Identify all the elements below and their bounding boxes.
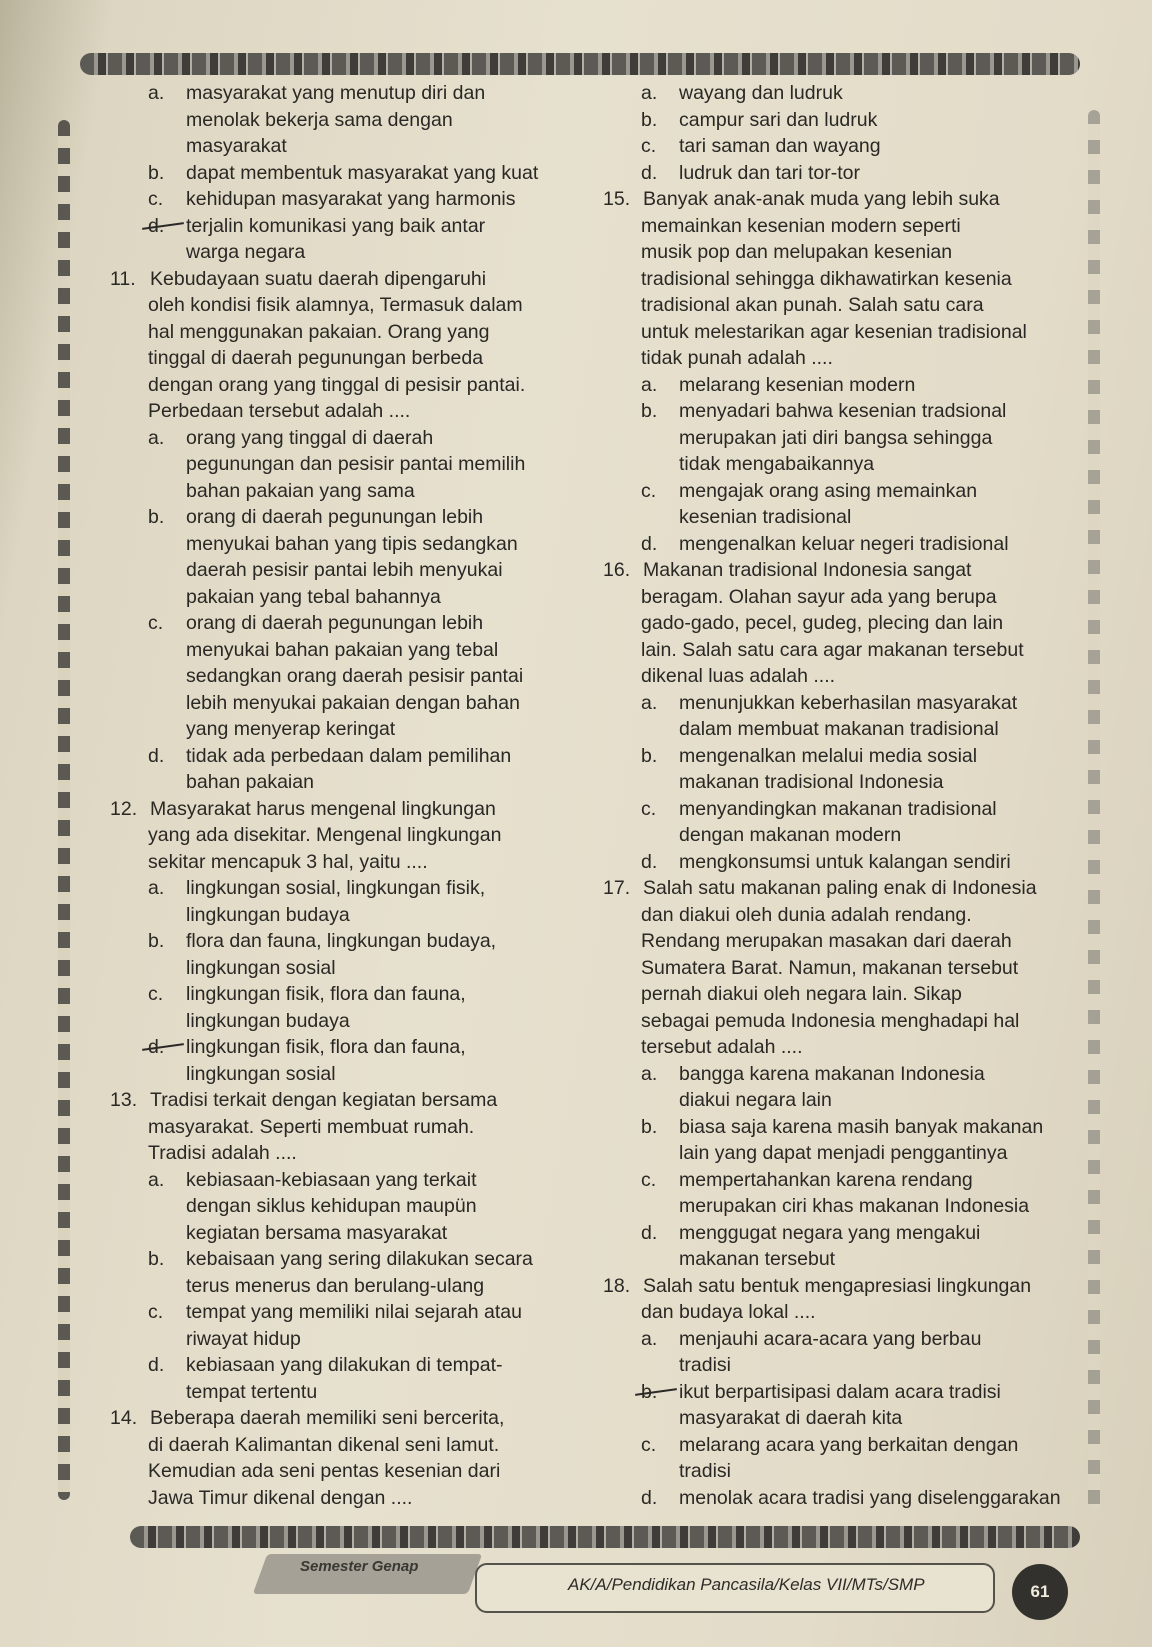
option-letter: d. — [641, 161, 658, 184]
question-text-line: dikenal luas adalah .... — [641, 665, 836, 687]
option-letter: b. — [148, 930, 165, 952]
option-text: campur sari dan ludruk — [679, 108, 878, 131]
answer-option — [603, 80, 1088, 107]
option-text-line: kesenian tradisional — [679, 506, 852, 528]
option-text: wayang dan ludruk — [679, 82, 843, 104]
right-column — [603, 80, 1088, 1511]
answer-option — [110, 213, 580, 240]
answer-option — [603, 372, 1088, 399]
question-text: Makanan tradisional Indonesia sangat — [643, 559, 972, 581]
option-letter: d. — [641, 850, 658, 873]
option-text: lingkungan fisik, flora dan fauna, — [186, 983, 466, 1005]
option-letter: a. — [641, 82, 658, 104]
option-letter: d. — [641, 1486, 658, 1509]
option-text-line: masyarakat — [186, 135, 287, 157]
option-letter: b. — [641, 744, 658, 767]
question-text: Salah satu makanan paling enak di Indonesia — [643, 877, 1037, 899]
option-text-line: daerah pesisir pantai lebih menyukai — [186, 559, 503, 581]
question-text-line: yang ada disekitar. Mengenal lingkungan — [148, 824, 502, 846]
question-text-line: untuk melestarikan agar kesenian tradisional — [641, 320, 1027, 343]
answer-option — [110, 425, 580, 452]
answer-option — [603, 1326, 1088, 1353]
answer-option — [110, 504, 580, 531]
answer-option — [110, 875, 580, 902]
option-letter: a. — [148, 82, 165, 104]
option-text: mempertahankan karena rendang — [679, 1168, 973, 1191]
question-text-line: Tradisi adalah .... — [148, 1142, 297, 1164]
option-letter: c. — [641, 135, 657, 157]
answer-option — [603, 1379, 1088, 1406]
question-text-line: Jawa Timur dikenal dengan .... — [148, 1486, 413, 1509]
option-letter: c. — [148, 188, 164, 210]
answer-option — [603, 107, 1088, 134]
option-letter: b. — [148, 1248, 165, 1270]
question-line — [603, 557, 1088, 584]
option-text: kebiasaan-kebiasaan yang terkait — [186, 1168, 477, 1191]
question-text-line: hal menggunakan pakaian. Orang yang — [148, 320, 490, 343]
question-text-line: dengan orang yang tinggal di pesisir pantai. — [148, 373, 526, 396]
question-number: 12. — [110, 797, 138, 820]
option-text-line: masyarakat di daerah kita — [679, 1407, 903, 1429]
option-letter: b. — [641, 400, 658, 422]
option-letter: b. — [641, 108, 658, 131]
question-number: 14. — [110, 1407, 138, 1429]
option-letter: d. — [148, 744, 165, 767]
question-text-line: gado-gado, pecel, gudeg, plecing dan lain — [641, 612, 1004, 634]
option-text-line: dengan siklus kehidupan maupün — [186, 1195, 477, 1217]
option-letter: c. — [148, 612, 164, 634]
option-text-line: sedangkan orang daerah pesisir pantai — [186, 665, 524, 687]
option-letter: a. — [148, 877, 165, 899]
question-text: Kebudayaan suatu daerah dipengaruhi — [150, 267, 487, 290]
option-letter: d. — [148, 1354, 165, 1376]
question-line — [603, 875, 1088, 902]
option-text: orang yang tinggal di daerah — [186, 426, 434, 449]
question-line — [110, 796, 580, 823]
question-line — [110, 266, 580, 293]
answer-option — [603, 1432, 1088, 1459]
question-text: Salah satu bentuk mengapresiasi lingkungan — [643, 1274, 1032, 1297]
question-text-line: memainkan kesenian modern seperti — [641, 214, 961, 237]
question-text-line: sebagai pemuda Indonesia menghadapi hal — [641, 1009, 1020, 1032]
question-text-line: tidak punah adalah .... — [641, 347, 833, 369]
option-text-line: lingkungan sosial — [186, 956, 336, 979]
question-number: 17. — [603, 877, 631, 899]
option-text-line: lain yang dapat menjadi penggantinya — [679, 1142, 1008, 1164]
question-text-line: pernah diakui oleh negara lain. Sikap — [641, 983, 962, 1005]
question-text-line: Kemudian ada seni pentas kesenian dari — [148, 1460, 501, 1482]
answer-option — [603, 478, 1088, 505]
answer-option — [603, 1114, 1088, 1141]
option-letter: b. — [641, 1115, 658, 1138]
top-spiral-binding — [80, 53, 1080, 75]
crossed-option-letter: d. — [148, 213, 186, 240]
option-text: lingkungan sosial, lingkungan fisik, — [186, 877, 486, 899]
option-letter: c. — [148, 1301, 164, 1323]
question-line — [603, 186, 1088, 213]
question-number: 18. — [603, 1274, 631, 1297]
question-number: 16. — [603, 559, 631, 581]
question-text-line: tinggal di daerah pegunungan berbeda — [148, 347, 484, 369]
option-letter: a. — [641, 1062, 658, 1085]
answer-option — [110, 928, 580, 955]
book-title: AK/A/Pendidikan Pancasila/Kelas VII/MTs/SMP — [568, 1575, 925, 1594]
question-text-line: beragam. Olahan sayur ada yang berupa — [641, 585, 997, 608]
crossed-option-letter: d. — [148, 1034, 186, 1061]
question-text-line: lain. Salah satu cara agar makanan tersebut — [641, 638, 1024, 661]
question-line — [110, 1087, 580, 1114]
option-text: terjalin komunikasi yang baik antar — [186, 214, 486, 237]
answer-option — [110, 160, 580, 187]
question-text-line: tradisional sehingga dikhawatirkan kesenia — [641, 267, 1012, 290]
answer-option — [603, 531, 1088, 558]
option-letter: c. — [148, 983, 164, 1005]
option-text: flora dan fauna, lingkungan budaya, — [186, 930, 497, 952]
answer-option — [603, 398, 1088, 425]
answer-option — [110, 743, 580, 770]
question-text-line: sekitar mencapuk 3 hal, yaitu .... — [148, 850, 428, 873]
option-text: menggugat negara yang mengakui — [679, 1221, 981, 1244]
option-text-line: makanan tradisional Indonesia — [679, 771, 944, 793]
option-text-line: lebih menyukai pakaian dengan bahan — [186, 691, 520, 714]
answer-option — [110, 1167, 580, 1194]
option-text-line: bahan pakaian yang sama — [186, 479, 415, 502]
option-letter: a. — [641, 373, 658, 396]
option-letter: c. — [641, 479, 657, 502]
option-text-line: tempat tertentu — [186, 1380, 318, 1403]
option-text-line: lingkungan sosial — [186, 1062, 336, 1085]
answer-option — [110, 1034, 580, 1061]
left-ring-holes — [58, 120, 70, 1500]
option-text: orang di daerah pegunungan lebih — [186, 506, 484, 528]
option-text: menolak acara tradisi yang diselenggarakan — [679, 1486, 1061, 1509]
option-text-line: tidak mengabaikannya — [679, 453, 875, 475]
question-text-line: Rendang merupakan masakan dari daerah — [641, 930, 1012, 952]
option-text-line: lingkungan budaya — [186, 1009, 350, 1032]
option-text: ikut berpartisipasi dalam acara tradisi — [679, 1380, 1001, 1403]
answer-option — [110, 981, 580, 1008]
answer-option — [110, 80, 580, 107]
right-ring-holes — [1088, 110, 1100, 1510]
option-text-line: warga negara — [186, 241, 306, 263]
option-text: menyandingkan makanan tradisional — [679, 797, 997, 820]
crossed-option-letter: b. — [641, 1379, 679, 1406]
option-text: mengenalkan melalui media sosial — [679, 744, 978, 767]
option-text: mengenalkan keluar negeri tradisional — [679, 532, 1009, 555]
option-letter: c. — [641, 1433, 657, 1456]
option-text: biasa saja karena masih banyak makanan — [679, 1115, 1044, 1138]
option-text: kebaisaan yang sering dilakukan secara — [186, 1248, 533, 1270]
question-text: Banyak anak-anak muda yang lebih suka — [643, 188, 1000, 210]
option-letter: a. — [148, 426, 165, 449]
question-line — [603, 1273, 1088, 1300]
question-line — [110, 1405, 580, 1432]
option-text-line: menyukai bahan pakaian yang tebal — [186, 638, 499, 661]
option-text-line: kegiatan bersama masyarakat — [186, 1221, 448, 1244]
answer-option — [603, 849, 1088, 876]
option-text-line: lingkungan budaya — [186, 903, 350, 926]
option-text: mengajak orang asing memainkan — [679, 479, 978, 502]
option-text-line: merupakan jati diri bangsa sehingga — [679, 426, 993, 449]
option-letter: c. — [641, 1168, 657, 1191]
option-text-line: tradisi — [679, 1354, 732, 1376]
option-text: ludruk dan tari tor-tor — [679, 161, 860, 184]
option-text: tari saman dan wayang — [679, 135, 881, 157]
answer-option — [603, 133, 1088, 160]
question-text-line: tersebut adalah .... — [641, 1036, 803, 1058]
question-text-line: Sumatera Barat. Namun, makanan tersebut — [641, 956, 1019, 979]
option-text-line: dalam membuat makanan tradisional — [679, 718, 999, 740]
option-text: tempat yang memiliki nilai sejarah atau — [186, 1301, 522, 1323]
option-letter: a. — [148, 1168, 165, 1191]
answer-option — [603, 690, 1088, 717]
question-text-line: masyarakat. Seperti membuat rumah. — [148, 1115, 475, 1138]
answer-option — [603, 1485, 1088, 1512]
answer-option — [603, 743, 1088, 770]
left-column — [110, 80, 580, 1511]
option-letter: b. — [148, 506, 165, 528]
question-text-line: oleh kondisi fisik alamnya, Termasuk dalam — [148, 294, 523, 316]
option-text: menunjukkan keberhasilan masyarakat — [679, 691, 1018, 714]
option-text-line: bahan pakaian — [186, 771, 314, 793]
option-text-line: diakui negara lain — [679, 1089, 832, 1111]
option-text-line: menolak bekerja sama dengan — [186, 108, 453, 131]
option-letter: a. — [641, 1327, 658, 1350]
option-text-line: pakaian yang tebal bahannya — [186, 585, 441, 608]
option-text: menyadari bahwa kesenian tradsional — [679, 400, 1007, 422]
option-text: bangga karena makanan Indonesia — [679, 1062, 985, 1085]
answer-option — [110, 610, 580, 637]
bottom-spiral-binding — [130, 1526, 1080, 1548]
question-text-line: dan budaya lokal .... — [641, 1301, 816, 1323]
answer-option — [110, 1352, 580, 1379]
option-letter: c. — [641, 797, 657, 820]
answer-option — [110, 1246, 580, 1273]
option-letter: b. — [148, 161, 165, 184]
option-text-line: merupakan ciri khas makanan Indonesia — [679, 1195, 1030, 1217]
question-text-line: di daerah Kalimantan dikenal seni lamut. — [148, 1433, 500, 1456]
question-number: 15. — [603, 188, 631, 210]
page-number: 61 — [1012, 1564, 1068, 1620]
question-text-line: musik pop dan melupakan kesenian — [641, 241, 953, 263]
question-number: 13. — [110, 1089, 138, 1111]
option-text: orang di daerah pegunungan lebih — [186, 612, 484, 634]
answer-option — [603, 1220, 1088, 1247]
option-text-line: terus menerus dan berulang-ulang — [186, 1274, 485, 1297]
option-text-line: riwayat hidup — [186, 1327, 301, 1350]
option-text: mengkonsumsi untuk kalangan sendiri — [679, 850, 1011, 873]
answer-option — [603, 160, 1088, 187]
option-text: melarang kesenian modern — [679, 373, 916, 396]
question-text-line: tradisional akan punah. Salah satu cara — [641, 294, 984, 316]
option-text-line: makanan tersebut — [679, 1248, 836, 1270]
semester-label: Semester Genap — [300, 1558, 419, 1575]
question-text-line: dan diakui oleh dunia adalah rendang. — [641, 903, 972, 926]
question-text: Masyarakat harus mengenal lingkungan — [150, 797, 496, 820]
option-text-line: pegunungan dan pesisir pantai memilih — [186, 453, 526, 475]
question-number: 11. — [110, 267, 136, 290]
option-text: kehidupan masyarakat yang harmonis — [186, 188, 516, 210]
question-text-line: Perbedaan tersebut adalah .... — [148, 400, 411, 422]
option-text-line: dengan makanan modern — [679, 824, 902, 846]
option-text: dapat membentuk masyarakat yang kuat — [186, 161, 539, 184]
option-text: lingkungan fisik, flora dan fauna, — [186, 1036, 466, 1058]
answer-option — [110, 186, 580, 213]
question-text: Tradisi terkait dengan kegiatan bersama — [150, 1089, 498, 1111]
option-letter: d. — [641, 532, 658, 555]
option-text-line: tradisi — [679, 1460, 732, 1482]
option-text-line: yang menyerap keringat — [186, 718, 396, 740]
answer-option — [603, 796, 1088, 823]
answer-option — [603, 1061, 1088, 1088]
answer-option — [110, 1299, 580, 1326]
question-text: Beberapa daerah memiliki seni bercerita, — [150, 1407, 505, 1429]
answer-option — [603, 1167, 1088, 1194]
option-text: melarang acara yang berkaitan dengan — [679, 1433, 1019, 1456]
option-text-line: menyukai bahan yang tipis sedangkan — [186, 532, 518, 555]
option-text: kebiasaan yang dilakukan di tempat- — [186, 1354, 503, 1376]
option-text: menjauhi acara-acara yang berbau — [679, 1327, 982, 1350]
option-text: masyarakat yang menutup diri dan — [186, 82, 486, 104]
option-letter: d. — [641, 1221, 658, 1244]
option-text: tidak ada perbedaan dalam pemilihan — [186, 744, 512, 767]
option-letter: a. — [641, 691, 658, 714]
